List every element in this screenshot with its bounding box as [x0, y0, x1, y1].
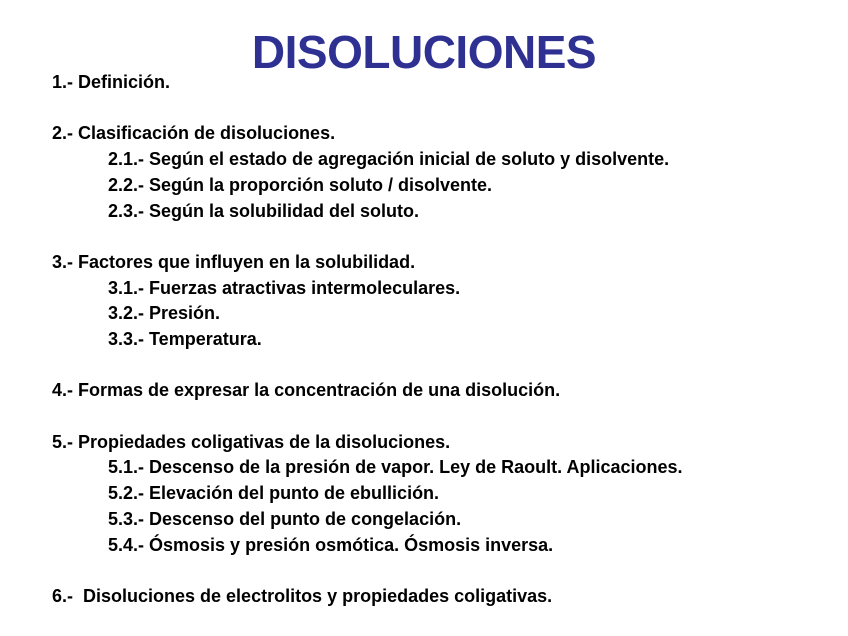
- outline-spacer: [52, 224, 832, 250]
- outline-subsection: 3.1.- Fuerzas atractivas intermoleculares.: [108, 277, 461, 298]
- outline-spacer: [52, 404, 832, 430]
- outline-subsection: 2.1.- Según el estado de agregación inicial de soluto y disolvente.: [108, 149, 670, 170]
- outline-subsection: 3.3.- Temperatura.: [108, 329, 262, 349]
- outline-spacer: [52, 353, 832, 379]
- topic-outline: [52, 70, 832, 610]
- outline-spacer: [52, 558, 832, 584]
- outline-subsection: 5.3.- Descenso del punto de congelación.: [108, 508, 462, 529]
- outline-subsection: 5.4.- Ósmosis y presión osmótica. Ósmosis inversa.: [108, 534, 554, 555]
- outline-subsection: 5.1.- Descenso de la presión de vapor. Ley de Raoult. Aplicaciones.: [108, 457, 683, 478]
- outline-section: 2.- Clasificación de disoluciones.: [52, 123, 336, 144]
- outline-section: 6.- Disoluciones de electrolitos y propiedades coligativas.: [52, 585, 553, 606]
- outline-section: 3.- Factores que influyen en la solubilidad.: [52, 251, 416, 272]
- outline-section: 5.- Propiedades coligativas de la disoluciones.: [52, 431, 451, 452]
- outline-spacer: [52, 96, 832, 122]
- outline-section: 4.- Formas de expresar la concentración de una disolución.: [52, 380, 561, 401]
- outline-subsection: 3.2.- Presión.: [108, 303, 221, 324]
- outline-subsection: 5.2.- Elevación del punto de ebullición.: [108, 483, 440, 504]
- page-title: DISOLUCIONES: [251, 26, 597, 78]
- outline-subsection: 2.2.- Según la proporción soluto / disolvente.: [108, 174, 493, 195]
- outline-section: 1.- Definición.: [52, 72, 171, 92]
- outline-subsection: 2.3.- Según la solubilidad del soluto.: [108, 200, 420, 221]
